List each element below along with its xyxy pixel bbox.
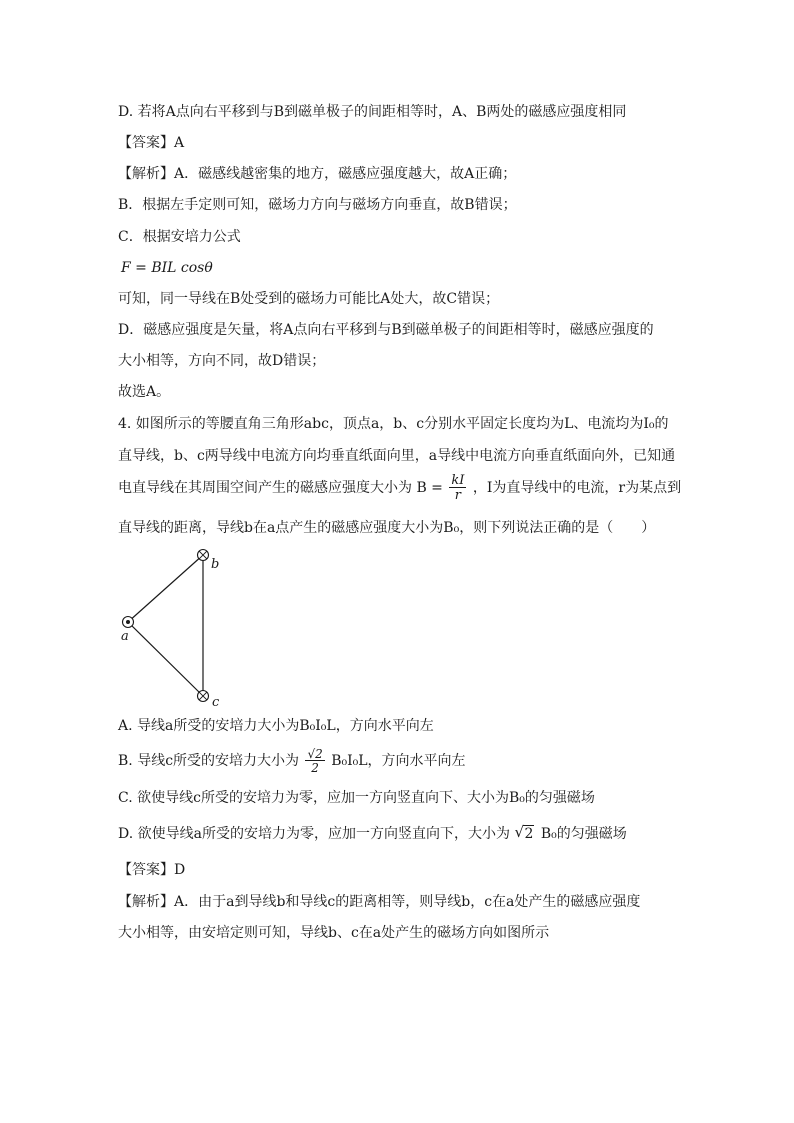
analysis-3-c: C．根据安培力公式	[118, 229, 241, 245]
option-b-fraction	[305, 748, 324, 774]
question-4-line-3	[118, 474, 681, 502]
analysis-4-line-2: 大小相等，由安培定则可知，导线b、c在a处产生的磁场方向如图所示	[118, 925, 550, 941]
answer-3: 【答案】A	[118, 135, 185, 151]
analysis-3-c2: 可知，同一导线在B处受到的磁场力可能比A处大，故C错误；	[118, 291, 500, 307]
triangle-diagram	[112, 543, 252, 713]
option-b-a: B. 导线c所受的安培力大小为	[118, 753, 300, 769]
option-d-sqrt-value: 2	[524, 826, 534, 842]
option-d-sqrt	[514, 824, 534, 844]
fraction-denominator: r	[454, 488, 461, 503]
answer-4: 【答案】D	[118, 862, 186, 878]
wire-a-out-icon	[123, 617, 134, 628]
label-b: b	[211, 557, 220, 572]
label-a: a	[121, 629, 129, 644]
option-d-previous: D. 若将A点向右平移到与B到磁单极子的间距相等时，A、B两处的磁感应强度相同	[118, 104, 627, 120]
label-c: c	[212, 695, 220, 710]
wire-c-in-icon	[198, 691, 209, 702]
formula-fraction	[449, 474, 466, 502]
option-b-b: B₀I₀L，方向水平向左	[331, 753, 466, 769]
analysis-4-line-1: 【解析】A．由于a到导线b和导线c的距离相等，则导线b，c在a处产生的磁感应强度	[118, 894, 641, 910]
option-d-b: B₀的匀强磁场	[540, 826, 627, 842]
question-4-line-2: 直导线，b、c两导线中电流方向均垂直纸面向里，a导线中电流方向垂直纸面向外，已知通	[118, 448, 676, 464]
question-4-line-3-b: ，I为直导线中的电流，r为某点到	[472, 480, 682, 496]
wire-b-in-icon	[198, 550, 209, 561]
option-c: C. 欲使导线c所受的安培力为零，应加一方向竖直向下、大小为B₀的匀强磁场	[118, 790, 595, 806]
edge-ab	[128, 555, 203, 622]
option-d-a: D. 欲使导线a所受的安培力为零，应加一方向竖直向下，大小为	[118, 826, 510, 842]
analysis-3-end: 故选A。	[118, 384, 171, 400]
question-4-line-3-a: 电直导线在其周围空间产生的磁感应强度大小为 B =	[118, 480, 443, 496]
option-d	[118, 824, 627, 844]
fraction-numerator: kI	[451, 473, 465, 488]
question-4-line-1: 4. 如图所示的等腰直角三角形abc，顶点a，b、c分别水平固定长度均为L、电流均为I₀的	[118, 416, 669, 432]
option-b-fraction-denominator: 2	[311, 761, 319, 775]
formula-ampere: F = BIL cosθ	[121, 260, 213, 276]
question-4-line-4: 直导线的距离，导线b在a点产生的磁感应强度大小为B₀，则下列说法正确的是（ ）	[118, 520, 656, 536]
option-b-fraction-numerator: √2	[307, 747, 323, 761]
analysis-3-b: B．根据左手定则可知，磁场力方向与磁场方向垂直，故B错误；	[118, 197, 517, 213]
analysis-3-d1: D．磁感应强度是矢量，将A点向右平移到与B到磁单极子的间距相等时，磁感应强度的	[118, 322, 654, 338]
option-b	[118, 748, 466, 774]
option-a: A. 导线a所受的安培力大小为B₀I₀L，方向水平向左	[118, 718, 434, 734]
analysis-3-d2: 大小相等，方向不同，故D错误；	[118, 353, 326, 369]
analysis-3-a: 【解析】A．磁感线越密集的地方，磁感应强度越大，故A正确；	[118, 166, 517, 182]
edge-ac	[128, 622, 203, 696]
